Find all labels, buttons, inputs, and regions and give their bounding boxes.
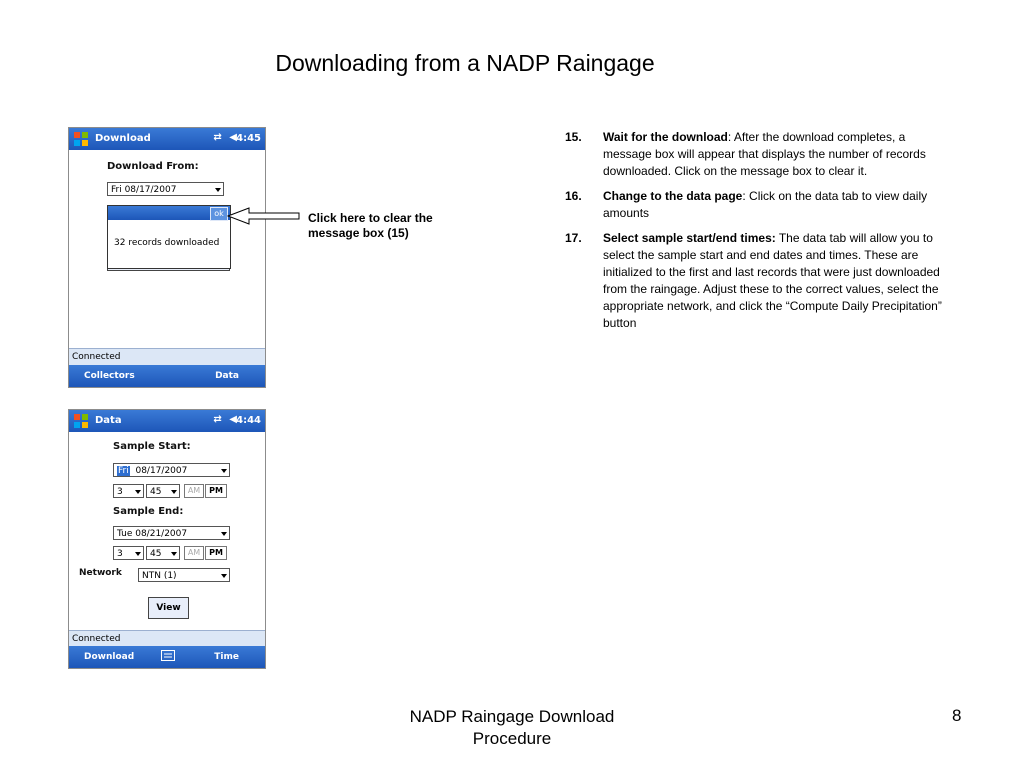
chevron-down-icon xyxy=(215,188,221,192)
network-combo[interactable]: NTN (1) xyxy=(138,568,230,582)
menu-bar xyxy=(69,365,265,387)
start-am-toggle[interactable]: AM xyxy=(184,484,204,498)
sample-end-label: Sample End: xyxy=(113,506,184,517)
pda-app-title: Data xyxy=(95,415,122,426)
menu-data[interactable]: Data xyxy=(215,371,239,381)
volume-icon[interactable]: ◀ xyxy=(229,132,239,143)
chevron-down-icon xyxy=(171,490,177,494)
end-minute-combo[interactable]: 45 xyxy=(146,546,180,560)
download-from-label: Download From: xyxy=(107,161,199,172)
callout-label: Click here to clear the message box (15) xyxy=(308,211,433,240)
chevron-down-icon xyxy=(171,552,177,556)
menu-time[interactable]: Time xyxy=(214,652,239,662)
windows-start-icon[interactable] xyxy=(74,132,89,147)
pda-app-title: Download xyxy=(95,133,151,144)
message-box[interactable] xyxy=(107,205,231,269)
step-text: : Click on the data tab to view daily amounts xyxy=(603,189,928,220)
pda-titlebar xyxy=(69,410,265,432)
footer-title: NADP Raingage Download Procedure xyxy=(409,707,615,748)
step-number: 16. xyxy=(565,189,582,203)
windows-start-icon[interactable] xyxy=(74,414,89,429)
chevron-down-icon xyxy=(135,490,141,494)
end-hour-combo[interactable]: 3 xyxy=(113,546,144,560)
download-date-combo[interactable]: Fri 08/17/2007 xyxy=(107,182,224,196)
menu-download[interactable]: Download xyxy=(84,652,135,662)
step-16 xyxy=(565,188,950,222)
message-box-titlebar xyxy=(108,206,230,220)
ok-button[interactable]: ok xyxy=(210,207,228,221)
chevron-down-icon xyxy=(221,469,227,473)
chevron-down-icon xyxy=(221,574,227,578)
step-text: : After the download completes, a message box will appear that displays the number of records downloaded. Click on the message box to clear it. xyxy=(603,130,926,178)
chevron-down-icon xyxy=(221,532,227,536)
start-pm-toggle[interactable]: PM xyxy=(205,484,227,498)
page-number: 8 xyxy=(952,706,962,725)
pda-titlebar xyxy=(69,128,265,150)
start-day: Fri xyxy=(118,466,129,476)
slide-title: Downloading from a NADP Raingage xyxy=(275,50,655,76)
step-17 xyxy=(565,230,950,332)
connectivity-icon[interactable]: ⇄ xyxy=(213,132,224,143)
clock-time[interactable]: 4:44 xyxy=(236,415,261,426)
message-text: 32 records downloaded xyxy=(114,238,220,248)
step-15 xyxy=(565,129,950,180)
start-hour-combo[interactable]: 3 xyxy=(113,484,144,498)
connectivity-icon[interactable]: ⇄ xyxy=(213,414,224,425)
end-am-toggle[interactable]: AM xyxy=(184,546,204,560)
start-date-combo[interactable]: Fri 08/17/2007 xyxy=(113,463,230,477)
step-heading: Change to the data page xyxy=(603,189,743,203)
end-date-combo[interactable]: Tue 08/21/2007 xyxy=(113,526,230,540)
volume-icon[interactable]: ◀ xyxy=(229,414,239,425)
chevron-down-icon xyxy=(135,552,141,556)
sample-start-label: Sample Start: xyxy=(113,441,191,452)
clock-time[interactable]: 4:45 xyxy=(236,133,261,144)
status-bar: Connected xyxy=(69,348,265,365)
network-label: Network xyxy=(79,568,122,578)
menu-bar xyxy=(69,646,265,668)
end-pm-toggle[interactable]: PM xyxy=(205,546,227,560)
step-text: The data tab will allow you to select the sample start and end dates and times. These are initialized to the first and last records that were just downloaded from the raingage. Adjust these to the correct values, select the appropriate network, and click the “Compute Daily Precipitation” button xyxy=(603,231,942,330)
step-heading: Wait for the download xyxy=(603,130,728,144)
pda-data-screen xyxy=(68,409,266,669)
start-minute-combo[interactable]: 45 xyxy=(146,484,180,498)
step-number: 15. xyxy=(565,130,582,144)
view-button[interactable]: View xyxy=(148,597,189,619)
status-bar: Connected xyxy=(69,630,265,647)
callout-arrow xyxy=(227,207,303,225)
menu-collectors[interactable]: Collectors xyxy=(84,371,135,381)
step-number: 17. xyxy=(565,231,582,245)
step-heading: Select sample start/end times: xyxy=(603,231,776,245)
keyboard-icon[interactable] xyxy=(161,650,175,664)
instruction-steps xyxy=(565,129,950,340)
